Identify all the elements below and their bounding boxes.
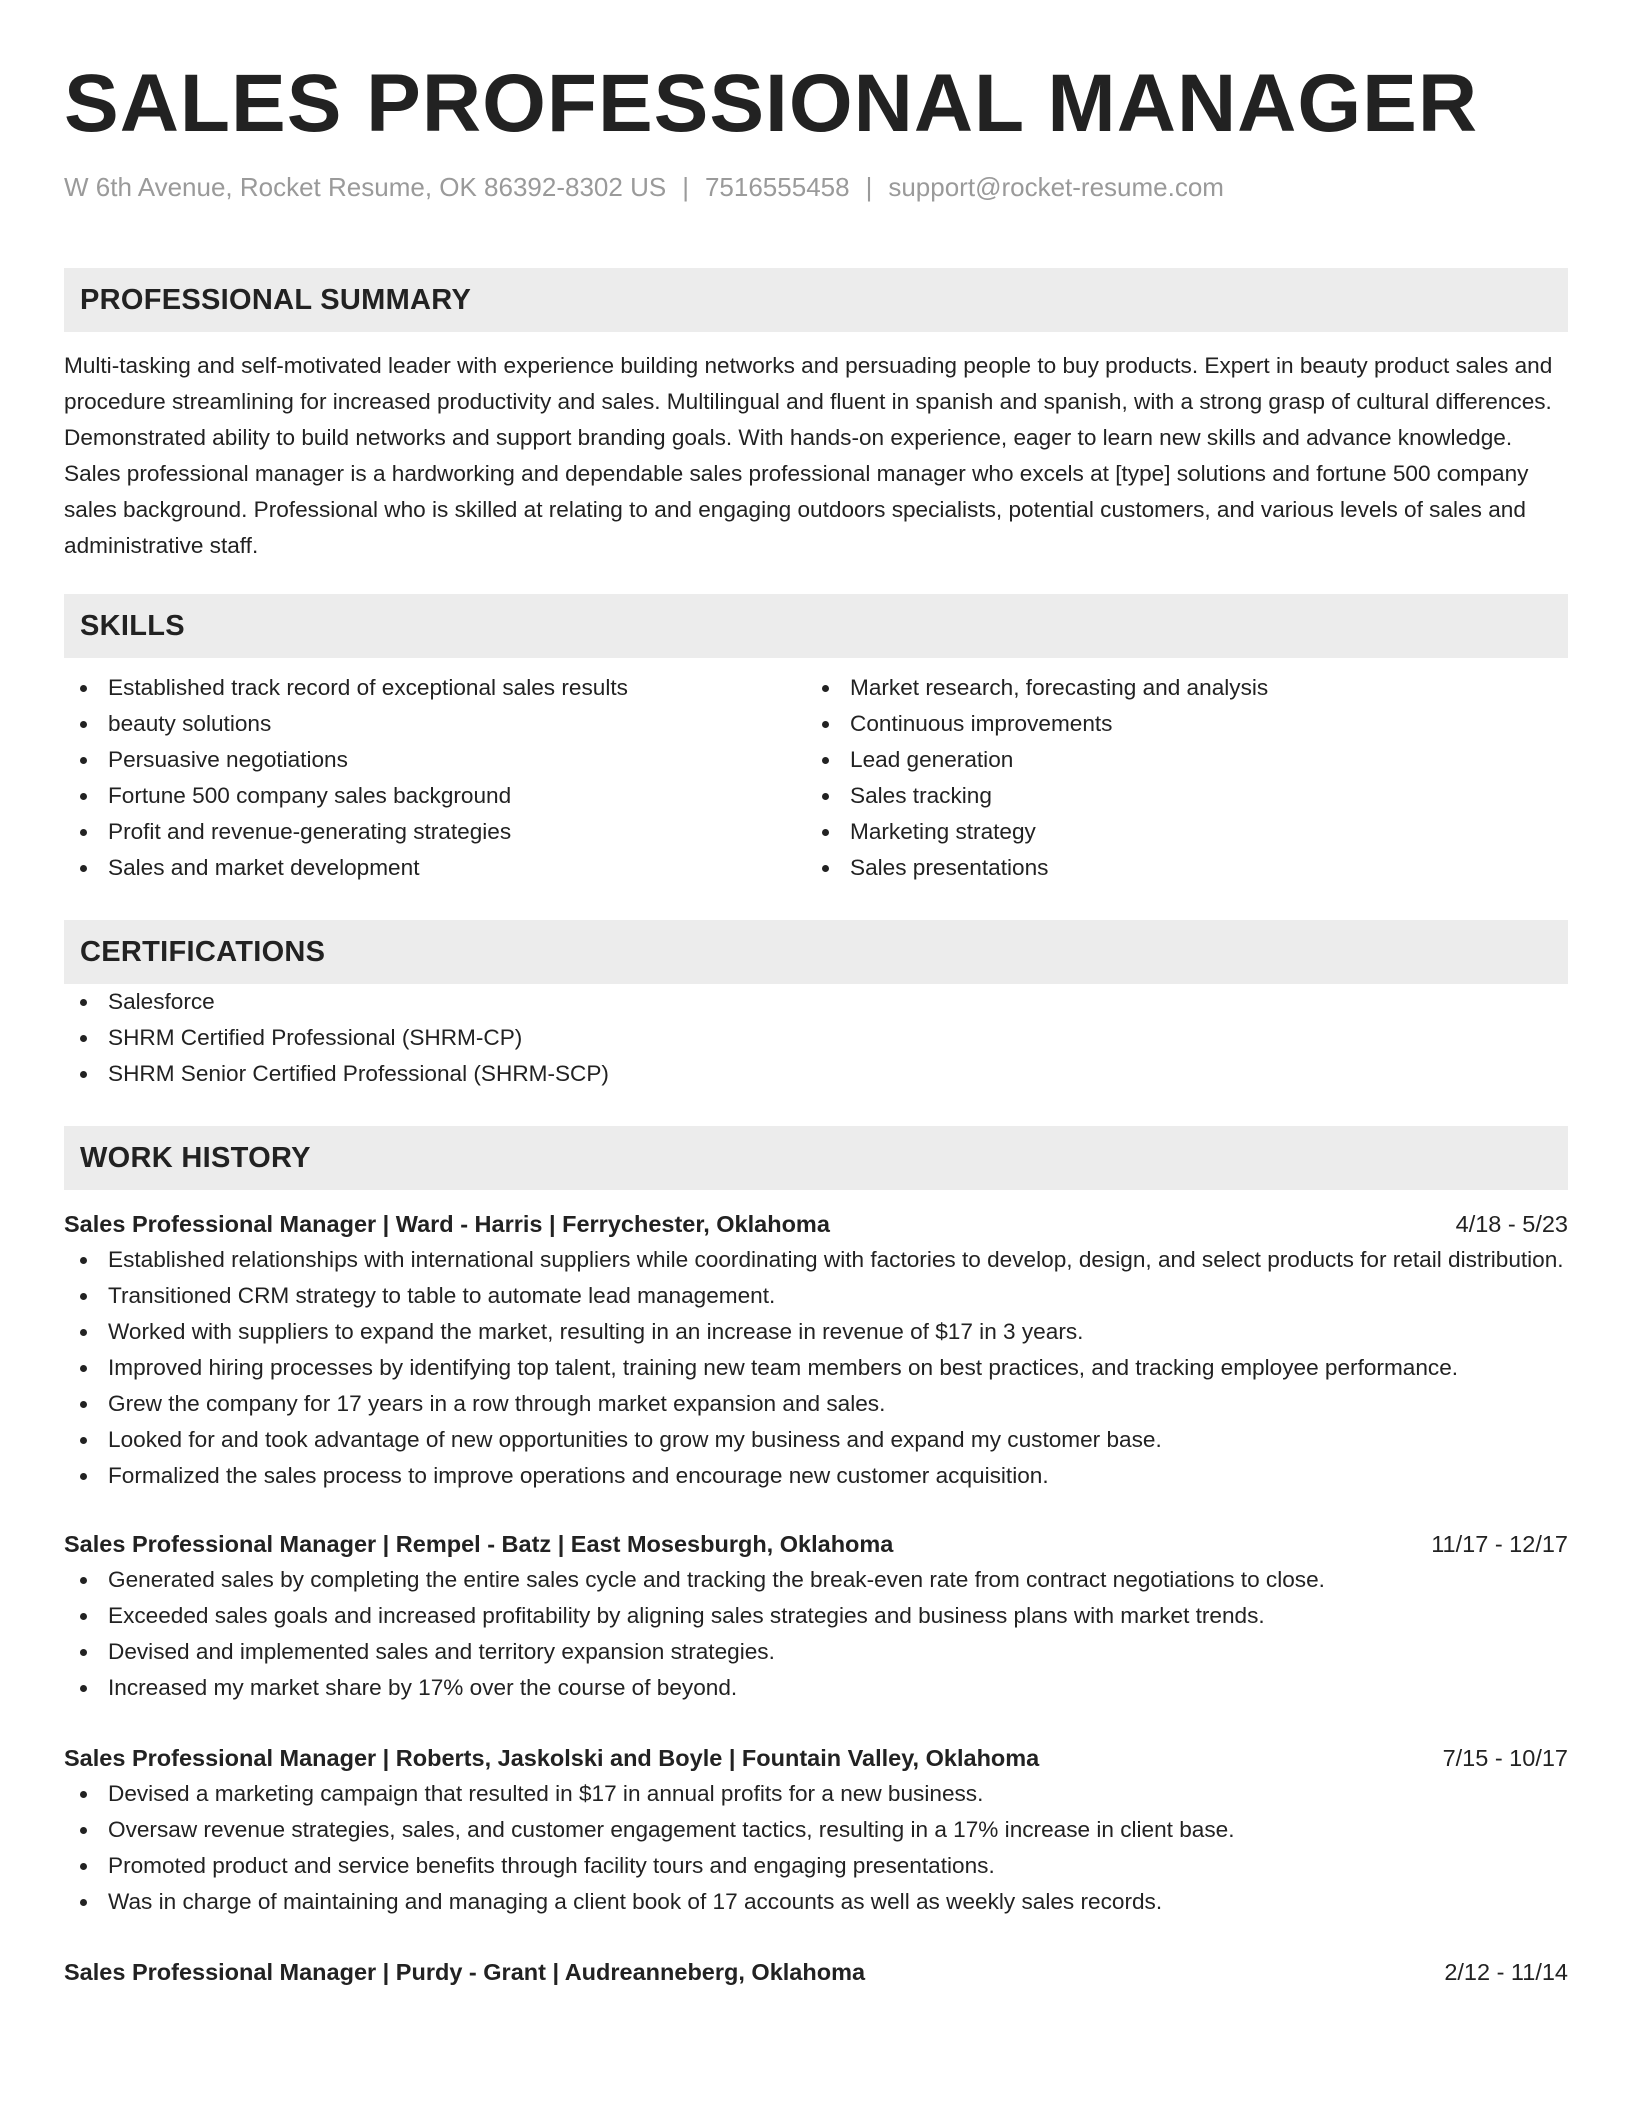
job-bullet: Devised a marketing campaign that resulted in $17 in annual profits for a new business. xyxy=(64,1776,1568,1812)
skill-item: beauty solutions xyxy=(64,706,806,742)
skill-item: Marketing strategy xyxy=(806,814,1568,850)
certifications-list xyxy=(64,984,1568,1092)
skill-item: Continuous improvements xyxy=(806,706,1568,742)
skills-section xyxy=(64,594,1568,886)
candidate-name: SALES PROFESSIONAL MANAGER xyxy=(64,58,1479,149)
job-bullets xyxy=(64,1562,1568,1706)
job-bullets xyxy=(64,1776,1568,1920)
job-title: Sales Professional Manager | Purdy - Grant | Audreanneberg, Oklahoma xyxy=(64,1959,866,1985)
job-title: Sales Professional Manager | Ward - Harris | Ferrychester, Oklahoma xyxy=(64,1211,830,1237)
certifications-section xyxy=(64,920,1568,1092)
contact-address: W 6th Avenue, Rocket Resume, OK 86392-8302 US xyxy=(64,172,667,202)
skill-item: Sales tracking xyxy=(806,778,1568,814)
job-bullet: Generated sales by completing the entire sales cycle and tracking the break-even rate from contract negotiations to close. xyxy=(64,1562,1568,1598)
job-bullet: Devised and implemented sales and territory expansion strategies. xyxy=(64,1634,1568,1670)
skill-item: Persuasive negotiations xyxy=(64,742,806,778)
summary-heading: PROFESSIONAL SUMMARY xyxy=(64,268,1568,332)
skill-item: Sales presentations xyxy=(806,850,1568,886)
skills-list-right xyxy=(806,670,1568,886)
skill-item: Fortune 500 company sales background xyxy=(64,778,806,814)
certification-item: Salesforce xyxy=(64,984,1568,1020)
certification-item: SHRM Senior Certified Professional (SHRM-SCP) xyxy=(64,1056,1568,1092)
job-bullet: Improved hiring processes by identifying top talent, training new team members on best practices, and tracking employee performance. xyxy=(64,1350,1568,1386)
job-bullet: Grew the company for 17 years in a row through market expansion and sales. xyxy=(64,1386,1568,1422)
job-header xyxy=(64,1740,1568,1776)
job-entry xyxy=(64,1206,1568,1494)
job-bullet: Oversaw revenue strategies, sales, and customer engagement tactics, resulting in a 17% increase in client base. xyxy=(64,1812,1568,1848)
job-entry xyxy=(64,1954,1568,1990)
job-header xyxy=(64,1526,1568,1562)
job-bullet: Increased my market share by 17% over the course of beyond. xyxy=(64,1670,1568,1706)
contact-line xyxy=(64,170,1568,204)
contact-phone: 7516555458 xyxy=(704,172,850,202)
job-bullet: Was in charge of maintaining and managing a client book of 17 accounts as well as weekly sales records. xyxy=(64,1884,1568,1920)
summary-section xyxy=(64,268,1568,564)
contact-email[interactable]: support@rocket-resume.com xyxy=(888,172,1224,202)
certifications-heading: CERTIFICATIONS xyxy=(64,920,1568,984)
job-header xyxy=(64,1954,1568,1990)
resume-page xyxy=(64,0,1568,1990)
job-bullet: Formalized the sales process to improve operations and encourage new customer acquisition. xyxy=(64,1458,1568,1494)
skills-heading: SKILLS xyxy=(64,594,1568,658)
job-dates: 4/18 - 5/23 xyxy=(1455,1211,1568,1237)
job-bullet: Looked for and took advantage of new opportunities to grow my business and expand my customer base. xyxy=(64,1422,1568,1458)
contact-separator: | xyxy=(865,172,873,202)
job-bullet: Promoted product and service benefits through facility tours and engaging presentations. xyxy=(64,1848,1568,1884)
job-bullets xyxy=(64,1242,1568,1494)
skills-list-left xyxy=(64,670,806,886)
job-title: Sales Professional Manager | Roberts, Jaskolski and Boyle | Fountain Valley, Oklahoma xyxy=(64,1745,1040,1771)
job-title: Sales Professional Manager | Rempel - Batz | East Mosesburgh, Oklahoma xyxy=(64,1531,894,1557)
job-dates: 2/12 - 11/14 xyxy=(1444,1959,1568,1985)
job-bullet: Worked with suppliers to expand the market, resulting in an increase in revenue of $17 in 3 years. xyxy=(64,1314,1568,1350)
job-dates: 7/15 - 10/17 xyxy=(1442,1745,1568,1771)
job-bullet: Transitioned CRM strategy to table to automate lead management. xyxy=(64,1278,1568,1314)
job-header xyxy=(64,1206,1568,1242)
skill-item: Lead generation xyxy=(806,742,1568,778)
skill-item: Market research, forecasting and analysis xyxy=(806,670,1568,706)
skill-item: Sales and market development xyxy=(64,850,806,886)
skills-grid xyxy=(64,670,1568,886)
contact-separator: | xyxy=(682,172,689,202)
job-bullet: Established relationships with international suppliers while coordinating with factories to develop, design, and select products for retail distribution. xyxy=(64,1242,1568,1278)
job-dates: 11/17 - 12/17 xyxy=(1431,1531,1568,1557)
skill-item: Established track record of exceptional sales results xyxy=(64,670,806,706)
skill-item: Profit and revenue-generating strategies xyxy=(64,814,806,850)
work-history-heading: WORK HISTORY xyxy=(64,1126,1568,1190)
job-bullet: Exceeded sales goals and increased profitability by aligning sales strategies and business plans with market trends. xyxy=(64,1598,1568,1634)
summary-text: Multi-tasking and self-motivated leader with experience building networks and persuading people to buy products. Expert in beauty product sales and procedure streamlining for increased productivity and sales. Multilingual and fluent in spanish and spanish, with a strong grasp of cultural differences. Demonstrated ability to build networks and support branding goals. With hands-on experience, eager to learn new skills and advance knowledge. Sales professional manager is a hardworking and dependable sales professional manager who excels at [type] solutions and fortune 500 company sales background. Professional who is skilled at relating to and engaging outdoors specialists, potential customers, and various levels of sales and administrative staff. xyxy=(64,353,1553,558)
certification-item: SHRM Certified Professional (SHRM-CP) xyxy=(64,1020,1568,1056)
work-history-section xyxy=(64,1126,1568,1990)
job-entry xyxy=(64,1526,1568,1706)
job-entry xyxy=(64,1740,1568,1920)
